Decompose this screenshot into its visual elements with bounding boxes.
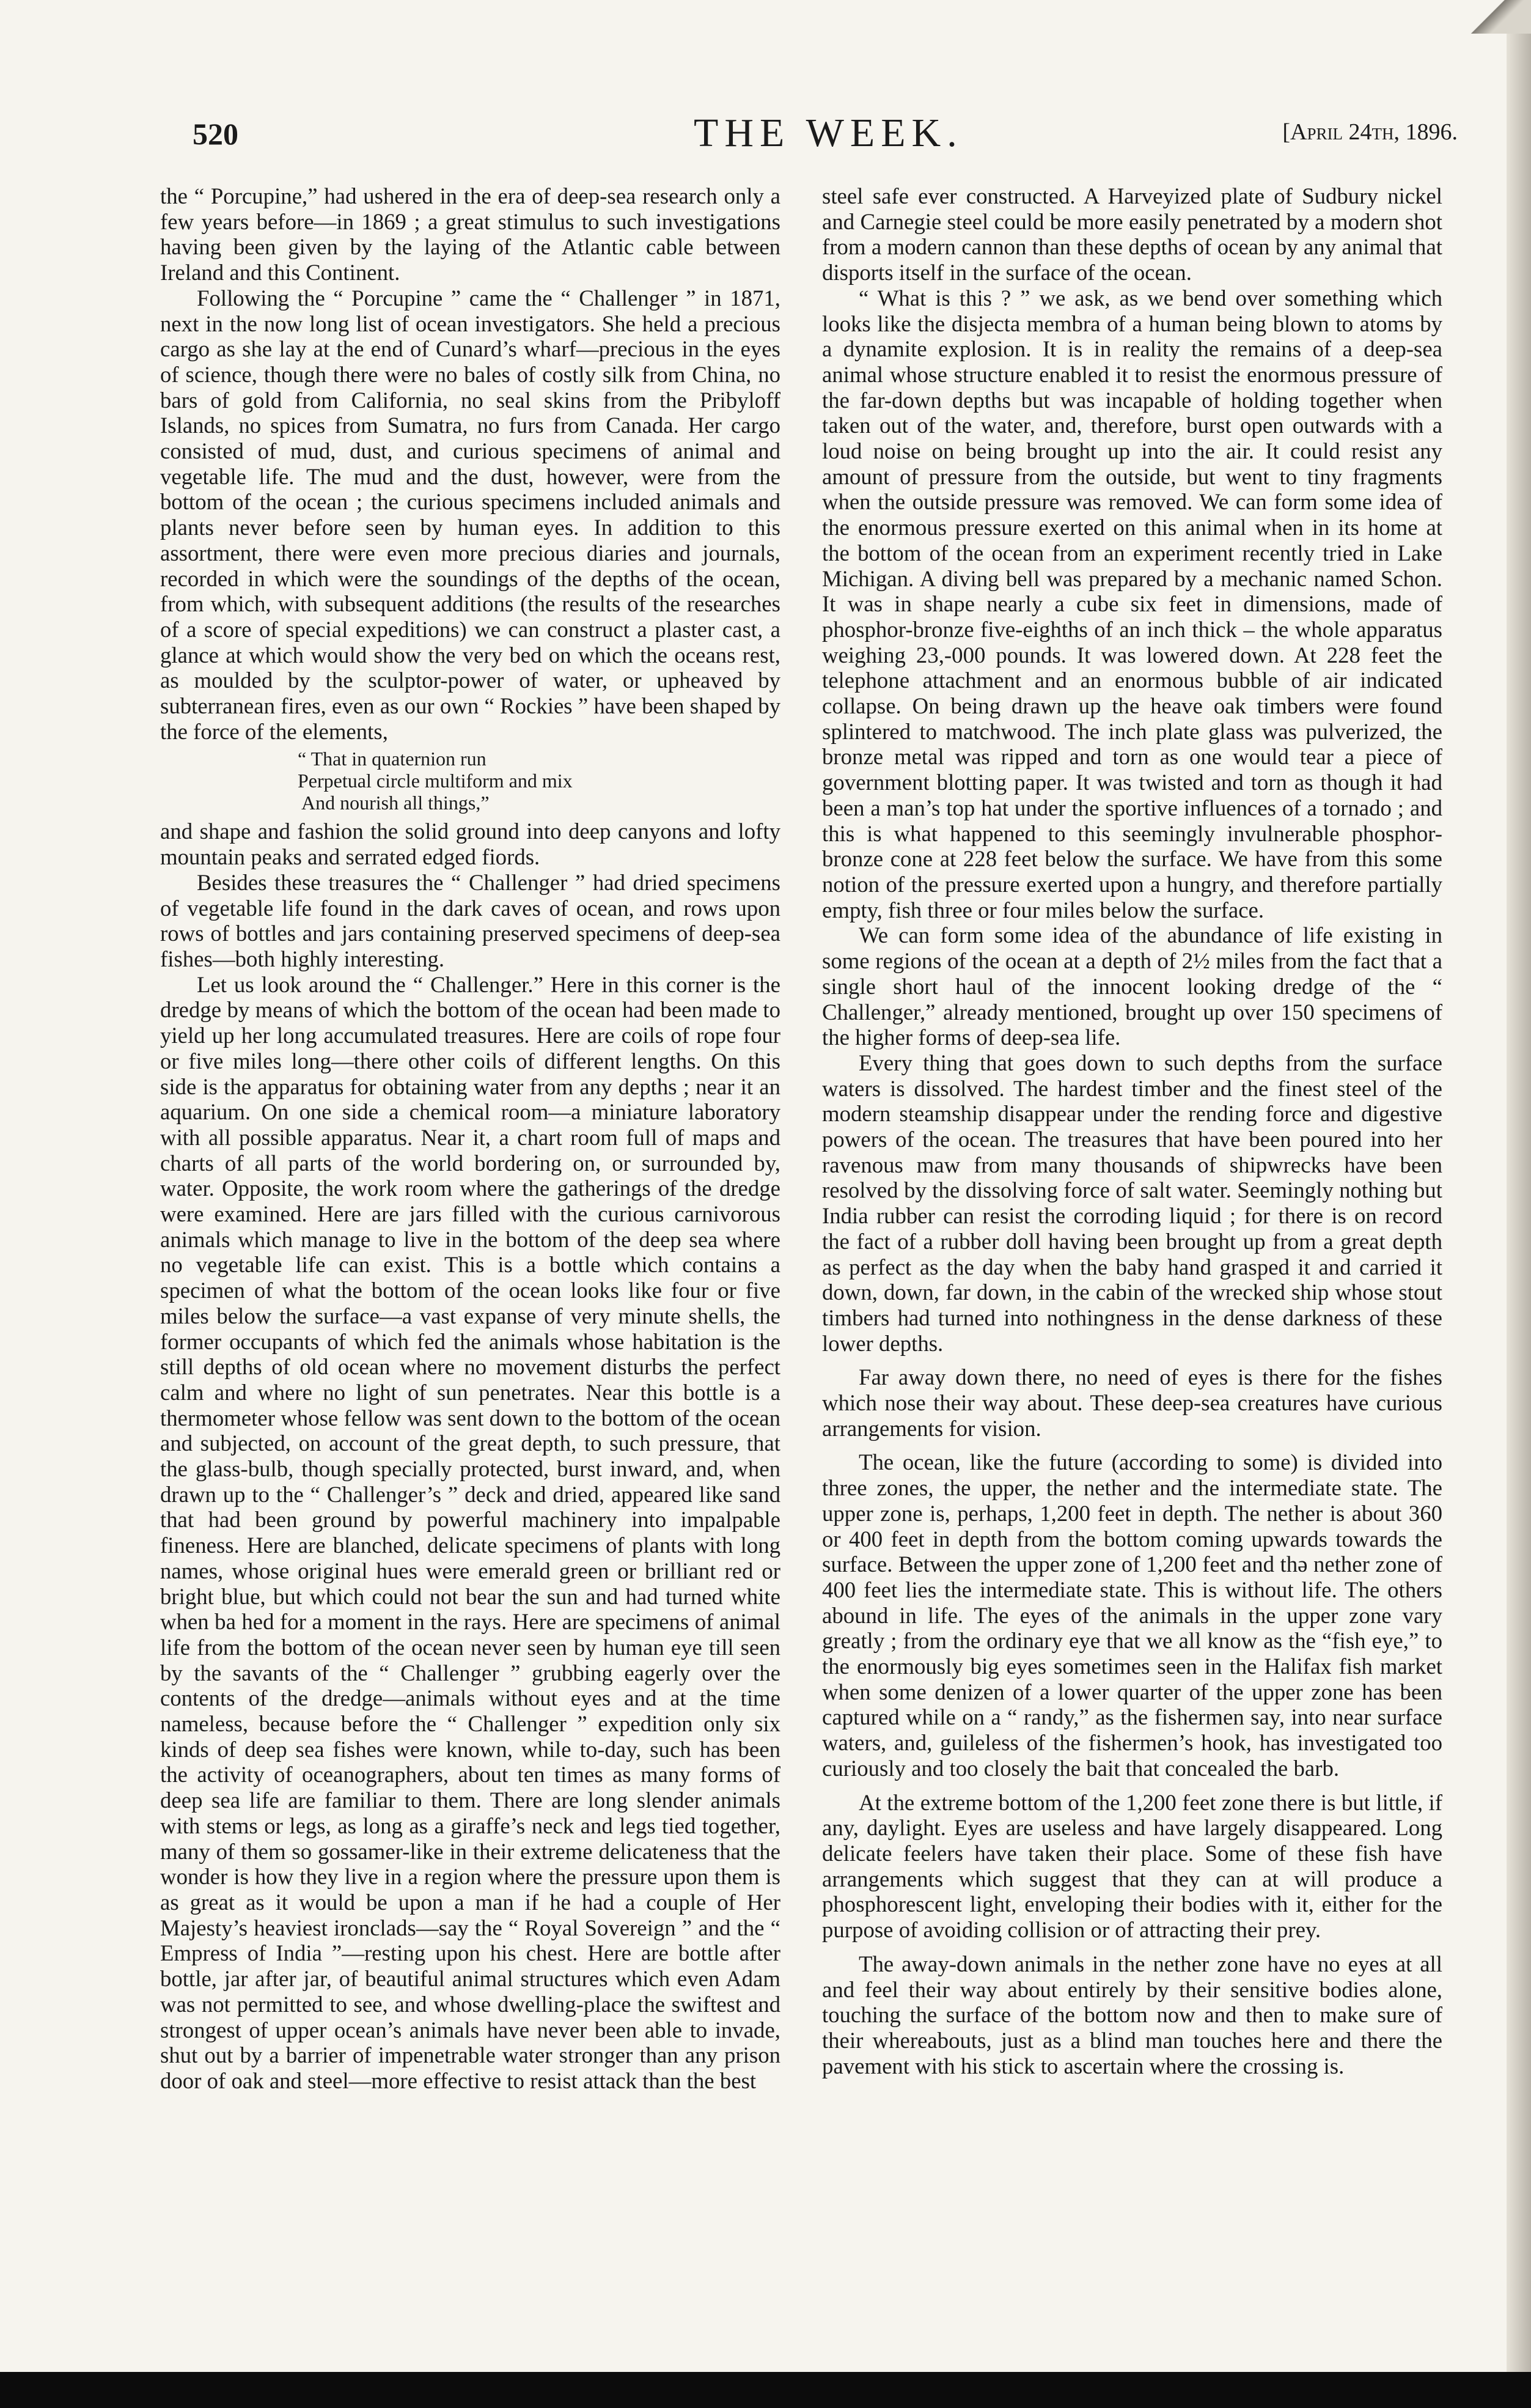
left-column — [160, 183, 780, 2094]
page-number: 520 — [193, 117, 238, 151]
paragraph: The ocean, like the future (according to some) is divided into three zones, the upper, the nether and the intermediate state. The upper zone is, perhaps, 1,200 feet in depth. The nether is about 360 or 400 feet in depth from the bottom coming upwards towards the surface. Between the upper zone of 1,200 feet and thə nether zone of 400 feet lies the intermediate state. This is without life. The others abound in life. The eyes of the animals in the upper zone vary greatly ; from the ordinary eye that we all know as the “fish eye,” to the enormously big eyes sometimes seen in the Halifax fish market when some denizen of a lower quarter of the upper zone has been captured while on a “ randy,” as the fishermen say, into near surface waters, and, guileless of the fishermen’s hook, has investigated too curiously and too closely the bait that concealed the barb. — [822, 1449, 1442, 1781]
paragraph: Let us look around the “ Challenger.” Here in this corner is the dredge by means of which the bottom of the ocean had been made to yield up her long accumulated treasures. Here are coils of rope four or five miles long—there other coils of different lengths. On this side is the apparatus for obtaining water from any depths ; near it an aquarium. On one side a chemical room—a miniature laboratory with all possible apparatus. Near it, a chart room full of maps and charts of all parts of the world bordering on, or surrounded by, water. Opposite, the work room where the gatherings of the dredge were examined. Here are jars filled with the curious carnivorous animals which manage to live in the bottom of the deep sea where no vegetable life can exist. This is a bottle which contains a specimen of what the bottom of the ocean looks like four or five miles below the surface—a vast expanse of very minute shells, the former occupants of which fed the animals whose habitation is the still depths of old ocean where no movement disturbs the perfect calm and where no light of sun penetrates. Near this bottle is a thermometer whose fellow was sent down to the bottom of the ocean and subjected, on account of the great depth, to such pressure, that the glass-bulb, though specially protected, burst inward, and, when drawn up to the “ Challenger’s ” deck and dried, appeared like sand that had been ground by powerful machinery into impalpable fineness. Here are blanched, delicate specimens of plants with long names, whose original hues were emerald green or brilliant red or bright blue, but which could not bear the sun and had turned white when ba hed for a moment in the rays. Here are specimens of animal life from the bottom of the ocean never seen by human eye till seen by the savants of the “ Challenger ” grubbing eagerly over the contents of the dredge—animals without eyes and at the time nameless, because before the “ Challenger ” expedition only six kinds of deep sea fishes were known, while to-day, such has been the activity of oceanographers, about ten times as many forms of deep sea life are familiar to them. There are long slender animals with stems or legs, as long as a giraffe’s neck and legs tied together, many of them so gossamer-like in their extreme delicateness that the wonder is how they live in a region where the pressure upon them is as great as it would be upon a man if he had a couple of Her Majesty’s heaviest ironclads—say the “ Royal Sovereign ” and the “ Empress of India ”—resting upon his chest. Here are bottle after bottle, jar after jar, of beautiful animal structures which even Adam was not permitted to see, and whose dwelling-place the swiftest and strongest of upper ocean’s animals have never been able to invade, shut out by a barrier of impenetrable water stronger than any prison door of oak and steel—more effective to resist attack than the best — [160, 971, 780, 2093]
verse-line: And nourish all things,” — [301, 792, 490, 814]
right-column — [822, 183, 1442, 2078]
verse-line: “ That in quaternion run — [298, 748, 486, 770]
paragraph: Far away down there, no need of eyes is there for the fishes which nose their way about. These deep-sea creatures have curious arrangements for vision. — [822, 1364, 1442, 1441]
publication-title: THE WEEK. — [694, 111, 963, 155]
issue-date: [April 24th, 1896. — [1282, 119, 1458, 145]
paragraph: “ What is this ? ” we ask, as we bend over something which looks like the disjecta membra of a human being blown to atoms by a dynamite explosion. It is in reality the remains of a deep-sea animal whose structure enabled it to resist the enormous pressure of the far-down depths but was incapable of holding together when taken out of the water, and, therefore, burst open outwards with a loud noise on being brought up into the air. It could resist any amount of pressure from the outside, but went to tiny fragments when the outside pressure was removed. We can form some idea of the enormous pressure exerted on this animal when in its home at the bottom of the ocean from an experiment recently tried in Lake Michigan. A diving bell was prepared by a mechanic named Schon. It was in shape nearly a cube six feet in dimensions, made of phosphor-bronze five-eighths of an inch thick – the whole apparatus weighing 23,-000 pounds. It was lowered down. At 228 feet the telephone attachment and an enormous bubble of air indicated collapse. On being drawn up the heave oak timbers were found splintered to matchwood. The inch plate glass was pulverized, the bronze metal was ripped and torn as one would tear a piece of government blotting paper. It was twisted and torn as though it had been a man’s top hat under the sportive influences of a tornado ; and this is what happened to this seemingly invulnerable phosphor-bronze cone at 228 feet below the surface. We have from this some notion of the pressure exerted upon a hungry, and therefore partially empty, fish three or four miles below the surface. — [822, 285, 1442, 922]
paragraph: steel safe ever constructed. A Harveyized plate of Sudbury nickel and Carnegie steel could be more easily penetrated by a modern shot from a modern cannon than these depths of ocean by any animal that disports itself in the surface of the ocean. — [822, 183, 1442, 285]
paragraph: Following the “ Porcupine ” came the “ Challenger ” in 1871, next in the now long list of ocean investigators. She held a precious cargo as she lay at the end of Cunard’s wharf—precious in the eyes of science, though there were no bales of costly silk from China, no bars of gold from California, no seal skins from the Pribyloff Islands, no spices from Sumatra, no furs from Canada. Her cargo consisted of mud, dust, and curious specimens of animal and vegetable life. The mud and the dust, however, were from the bottom of the ocean ; the curious specimens included animals and plants never before seen by human eyes. In addition to this assortment, there were even more precious diaries and journals, recorded in which were the soundings of the depths of the ocean, from which, with subsequent additions (the results of the researches of a score of special expeditions) we can construct a plaster cast, a glance at which would show the very bed on which the oceans rest, as moulded by the sculptor-power of water, or upheaved by subterranean fires, even as our own “ Rockies ” have been shaped by the force of the elements, — [160, 285, 780, 744]
paragraph: At the extreme bottom of the 1,200 feet zone there is but little, if any, daylight. Eyes are useless and have largely disappeared. Long delicate feelers have taken their place. Some of these fish have arrangements which suggest that they can at will produce a phosphorescent light, enveloping their bodies with it, either for the purpose of avoiding collision or of attracting their prey. — [822, 1789, 1442, 1943]
paragraph: Besides these treasures the “ Challenger ” had dried specimens of vegetable life found in the dark caves of ocean, and rows upon rows of bottles and jars containing preserved specimens of deep-sea fishes—both highly interesting. — [160, 869, 780, 971]
page-edge-shadow — [1507, 0, 1531, 2372]
paragraph: We can form some idea of the abundance of life existing in some regions of the ocean at a depth of 2½ miles from the fact that a single short haul of the innocent looking dredge of the “ Challenger,” already mentioned, brought up over 150 specimens of the higher forms of deep-sea life. — [822, 922, 1442, 1050]
verse-line: Perpetual circle multiform and mix — [298, 770, 573, 792]
torn-corner — [1464, 0, 1531, 34]
paragraph: and shape and fashion the solid ground into deep canyons and lofty mountain peaks and serrated edged fiords. — [160, 819, 780, 870]
paragraph: Every thing that goes down to such depths from the surface waters is dissolved. The hardest timber and the finest steel of the modern steamship disappear under the rending force and digestive powers of the ocean. The treasures that have been poured into her ravenous maw from many thousands of shipwrecks have been resolved by the dissolving force of salt water. Seemingly nothing but India rubber can resist the corroding liquid ; for there is on record the fact of a rubber doll having been brought up from a great depth as perfect as the day when the baby hand grasped it and carried it down, down, far down, in the cabin of the wrecked ship whose stout timbers had turned into nothingness in the dense darkness of these lower depths. — [822, 1050, 1442, 1356]
page-header — [193, 110, 1458, 165]
paragraph: the “ Porcupine,” had ushered in the era of deep-sea research only a few years before—in 1869 ; a great stimulus to such investigations having been given by the laying of the Atlantic cable between Ireland and this Continent. — [160, 183, 780, 285]
scan-border — [0, 2372, 1531, 2408]
paragraph: The away-down animals in the nether zone have no eyes at all and feel their way about entirely by their sensitive bodies alone, touching the surface of the bottom now and then to make sure of their whereabouts, just as a blind man touches here and there the pavement with his stick to ascertain where the crossing is. — [822, 1951, 1442, 2078]
verse-quotation — [160, 748, 780, 814]
